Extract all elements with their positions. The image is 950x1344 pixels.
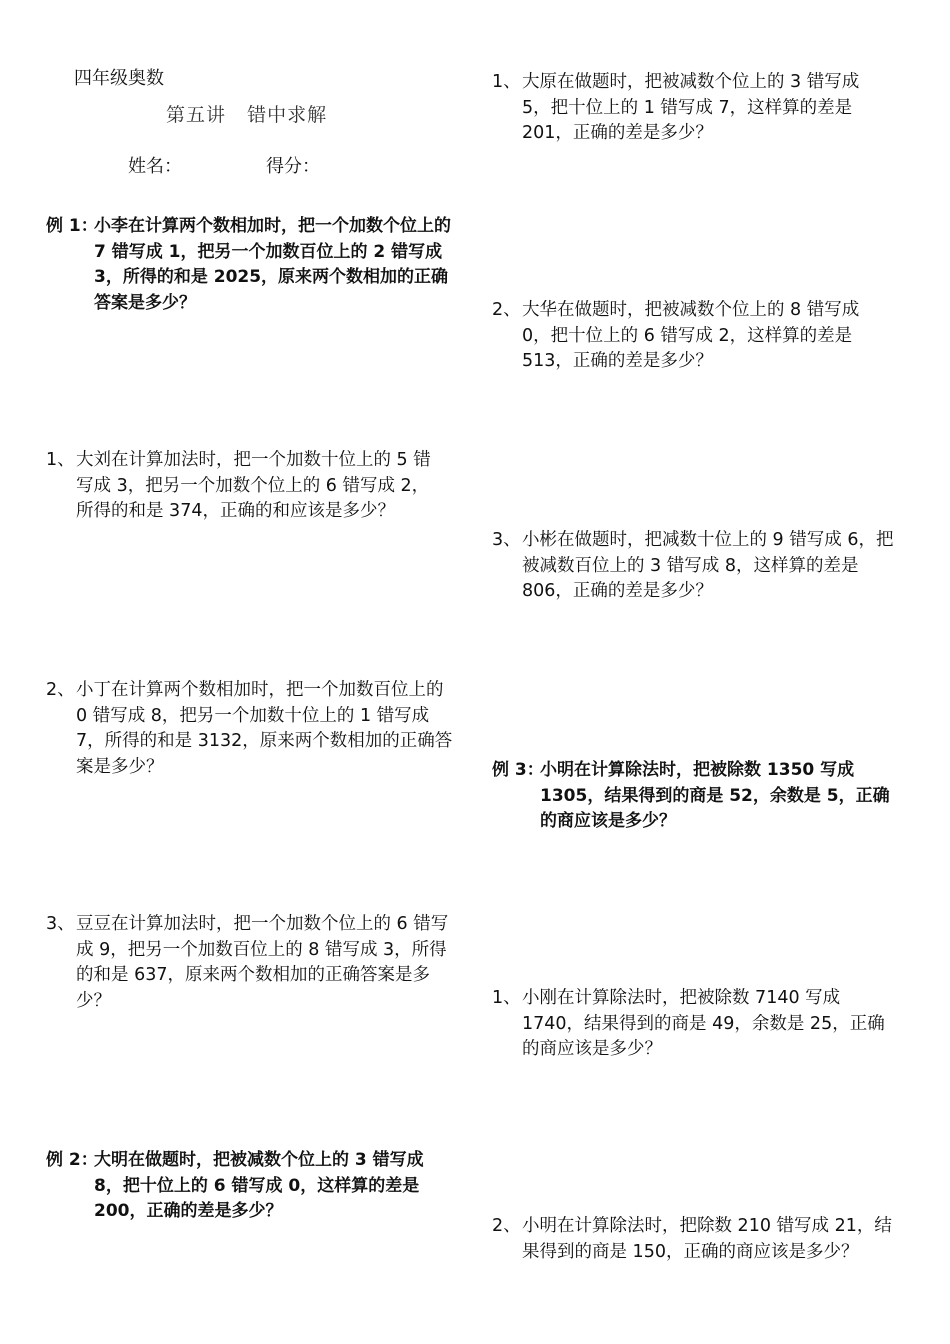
right-question-3: [492, 528, 904, 605]
right-question-5-number: 2、: [492, 1216, 521, 1236]
grade-label: 四年级奥数: [74, 68, 164, 89]
right-question-4: [492, 986, 892, 1063]
right-question-1: [492, 70, 892, 147]
right-question-1-number: 1、: [492, 72, 521, 92]
left-question-1: [46, 448, 446, 525]
left-question-2-text: 小丁在计算两个数相加时，把一个加数百位上的 0 错写成 8，把另一个加数十位上的 1 错写成 7，所得的和是 3132，原来两个数相加的正确答案是多少？: [76, 680, 453, 777]
right-question-4-number: 1、: [492, 988, 521, 1008]
right-question-3-number: 3、: [492, 530, 521, 550]
left-question-2: [46, 678, 456, 780]
right-question-2: [492, 298, 892, 375]
right-question-4-text: 小刚在计算除法时，把被除数 7140 写成 1740，结果得到的商是 49，余数是 25，正确的商应该是多少？: [522, 988, 885, 1059]
right-question-2-number: 2、: [492, 300, 521, 320]
right-question-5: [492, 1214, 904, 1265]
example-3: [492, 758, 904, 835]
example-2-text: 大明在做题时，把被减数个位上的 3 错写成 8，把十位上的 6 错写成 0，这样算的差是 200，正确的差是多少？: [94, 1150, 424, 1221]
right-question-1-text: 大原在做题时，把被减数个位上的 3 错写成 5，把十位上的 1 错写成 7，这样算的差是 201，正确的差是多少？: [522, 72, 860, 143]
lesson-title: 第五讲 错中求解: [166, 104, 328, 126]
left-question-1-number: 1、: [46, 450, 75, 470]
example-1: [46, 214, 460, 316]
right-question-2-text: 大华在做题时，把被减数个位上的 8 错写成 0，把十位上的 6 错写成 2，这样算的差是 513，正确的差是多少？: [522, 300, 860, 371]
left-question-3-number: 3、: [46, 914, 75, 934]
name-label: 姓名：: [128, 156, 182, 177]
left-question-3: [46, 912, 456, 1014]
left-question-2-number: 2、: [46, 680, 75, 700]
score-label: 得分：: [266, 156, 320, 177]
right-question-3-text: 小彬在做题时，把减数十位上的 9 错写成 6，把被减数百位上的 3 错写成 8，这样算的差是 806，正确的差是多少？: [522, 530, 894, 601]
example-2: [46, 1148, 456, 1225]
left-question-1-text: 大刘在计算加法时，把一个加数十位上的 5 错写成 3，把另一个加数个位上的 6 错写成 2，所得的和是 374，正确的和应该是多少？: [76, 450, 431, 521]
left-question-3-text: 豆豆在计算加法时，把一个加数个位上的 6 错写成 9，把另一个加数百位上的 8 错写成 3，所得的和是 637，原来两个数相加的正确答案是多少？: [76, 914, 449, 1011]
example-3-text: 小明在计算除法时，把被除数 1350 写成 1305，结果得到的商是 52，余数是 5，正确的商应该是多少？: [540, 760, 890, 831]
right-question-5-text: 小明在计算除法时，把除数 210 错写成 21，结果得到的商是 150，正确的商应该是多少？: [522, 1216, 892, 1262]
example-1-number: 例 1：: [46, 216, 98, 236]
example-3-number: 例 3：: [492, 760, 544, 780]
example-1-text: 小李在计算两个数相加时，把一个加数个位上的 7 错写成 1，把另一个加数百位上的 2 错写成 3，所得的和是 2025，原来两个数相加的正确答案是多少？: [94, 216, 451, 313]
example-2-number: 例 2：: [46, 1150, 98, 1170]
